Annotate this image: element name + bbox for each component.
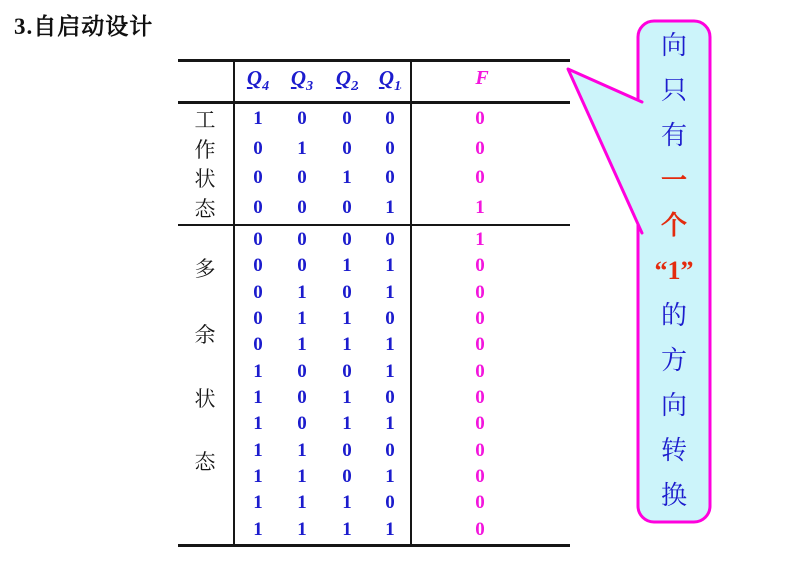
callout-char: 有: [660, 121, 687, 151]
table-cell: 1: [342, 413, 352, 435]
table-cell: 0: [385, 387, 395, 409]
table-row: [178, 166, 570, 190]
table-cell: 1: [253, 518, 263, 540]
table-cell: 0: [385, 308, 395, 330]
col-header-f: F: [475, 67, 489, 89]
table-cell: 1: [385, 360, 395, 382]
table-cell-f: 0: [475, 466, 485, 488]
table-cell-f: 0: [475, 334, 485, 356]
table-cell: 0: [297, 197, 307, 219]
table-cell-f: 0: [475, 137, 485, 159]
table-cell: 1: [385, 334, 395, 356]
table-cell: 1: [385, 466, 395, 488]
table-row: [178, 307, 570, 331]
table-row: [178, 281, 570, 305]
table-cell: 0: [297, 413, 307, 435]
col-header-q2: $Q_2$: [335, 66, 359, 95]
table-cell: 0: [385, 439, 395, 461]
table-cell: 1: [297, 281, 307, 303]
table-cell: 0: [297, 360, 307, 382]
table-cell: 0: [342, 360, 352, 382]
col-header-q3: $Q_3$: [290, 66, 314, 95]
table-cell: 1: [342, 334, 352, 356]
table-cell: 1: [385, 255, 395, 277]
callout-text: [638, 24, 710, 518]
page-title: 3.自启动设计: [14, 14, 154, 39]
callout-char: 只: [660, 76, 687, 106]
table-section-rule: [178, 224, 570, 226]
row-label: 作: [194, 137, 216, 162]
table-row: [178, 491, 570, 515]
table-row: [178, 412, 570, 436]
table-cell-f: 0: [475, 281, 485, 303]
redundant-states-section: [178, 227, 570, 543]
table-cell-f: 1: [475, 229, 485, 251]
table-cell: 1: [342, 518, 352, 540]
table-cell: 0: [342, 229, 352, 251]
callout-char: 换: [660, 480, 687, 510]
table-cell: 0: [253, 334, 263, 356]
table-cell-f: 0: [475, 308, 485, 330]
callout-char: 向: [660, 390, 687, 420]
table-cell-f: 0: [475, 255, 485, 277]
table-cell: 1: [342, 167, 352, 189]
table-cell: 0: [253, 255, 263, 277]
table-row: [178, 360, 570, 384]
table-cell: 0: [342, 281, 352, 303]
table-cell: 0: [253, 137, 263, 159]
table-cell: 0: [253, 197, 263, 219]
table-cell: 1: [297, 137, 307, 159]
table-cell-f: 0: [475, 360, 485, 382]
table-row: [178, 137, 570, 161]
table-cell-f: 0: [475, 518, 485, 540]
row-group-label: 多: [194, 257, 216, 281]
table-cell: 1: [385, 518, 395, 540]
table-row: [178, 254, 570, 278]
table-cell: 1: [385, 413, 395, 435]
table-cell: 0: [385, 492, 395, 514]
state-table: [178, 59, 570, 548]
table-bottom-rule: [178, 544, 570, 547]
table-cell: 0: [385, 137, 395, 159]
table-cell: 1: [342, 255, 352, 277]
table-cell: 0: [297, 167, 307, 189]
callout-char: “1”: [654, 255, 694, 285]
table-row: [178, 228, 570, 252]
table-cell: 1: [297, 518, 307, 540]
table-row: [178, 333, 570, 357]
table-cell: 1: [253, 360, 263, 382]
table-cell-f: 0: [475, 413, 485, 435]
table-row: [178, 439, 570, 463]
table-cell: 1: [253, 413, 263, 435]
table-cell: 1: [297, 492, 307, 514]
table-cell: 1: [253, 492, 263, 514]
callout-char: 一: [660, 166, 687, 196]
table-cell: 0: [297, 387, 307, 409]
col-header-q1: $Q_1$: [378, 66, 402, 95]
table-cell: 1: [253, 439, 263, 461]
table-cell: 0: [297, 255, 307, 277]
table-cell: 0: [342, 439, 352, 461]
table-cell: 1: [342, 387, 352, 409]
table-cell: 1: [253, 107, 263, 129]
callout-char: 个: [660, 211, 687, 241]
table-cell: 0: [342, 466, 352, 488]
table-cell: 1: [297, 439, 307, 461]
table-cell: 0: [253, 308, 263, 330]
table-row: [178, 196, 570, 220]
table-cell: 1: [297, 466, 307, 488]
table-cell: 1: [342, 492, 352, 514]
row-group-label: 余: [194, 323, 216, 347]
table-cell: 0: [297, 229, 307, 251]
callout-char: 向: [660, 31, 687, 61]
table-cell: 0: [342, 107, 352, 129]
table-cell: 1: [253, 466, 263, 488]
table-cell: 0: [253, 281, 263, 303]
working-states-section: [178, 104, 570, 223]
row-group-label: 状: [194, 387, 216, 411]
table-cell-f: 1: [475, 197, 485, 219]
table-cell: 1: [297, 334, 307, 356]
row-label: 工: [194, 107, 216, 132]
table-cell: 0: [253, 229, 263, 251]
table-header-row: [178, 62, 570, 101]
table-cell: 0: [253, 167, 263, 189]
table-cell: 1: [385, 197, 395, 219]
table-cell: 0: [297, 107, 307, 129]
table-row: [178, 465, 570, 489]
table-cell: 1: [342, 308, 352, 330]
table-cell: 0: [385, 229, 395, 251]
table-cell: 0: [342, 137, 352, 159]
table-cell: 0: [342, 197, 352, 219]
table-cell: 1: [297, 308, 307, 330]
callout-char: 转: [660, 435, 687, 465]
row-group-label: 态: [194, 450, 216, 474]
row-label: 态: [194, 197, 216, 222]
table-cell: 1: [385, 281, 395, 303]
col-header-q4: $Q_4$: [246, 66, 270, 95]
callout-char: 方: [660, 345, 687, 375]
callout-bubble-tail: [568, 69, 642, 233]
table-cell: 0: [385, 107, 395, 129]
table-cell-f: 0: [475, 107, 485, 129]
table-cell-f: 0: [475, 439, 485, 461]
callout-char: 的: [660, 300, 687, 330]
row-label: 状: [194, 167, 216, 192]
table-row: [178, 107, 570, 131]
table-cell-f: 0: [475, 387, 485, 409]
table-row: [178, 386, 570, 410]
table-cell-f: 0: [475, 167, 485, 189]
table-cell: 1: [253, 387, 263, 409]
table-cell: 0: [385, 167, 395, 189]
table-row: [178, 518, 570, 542]
table-cell-f: 0: [475, 492, 485, 514]
